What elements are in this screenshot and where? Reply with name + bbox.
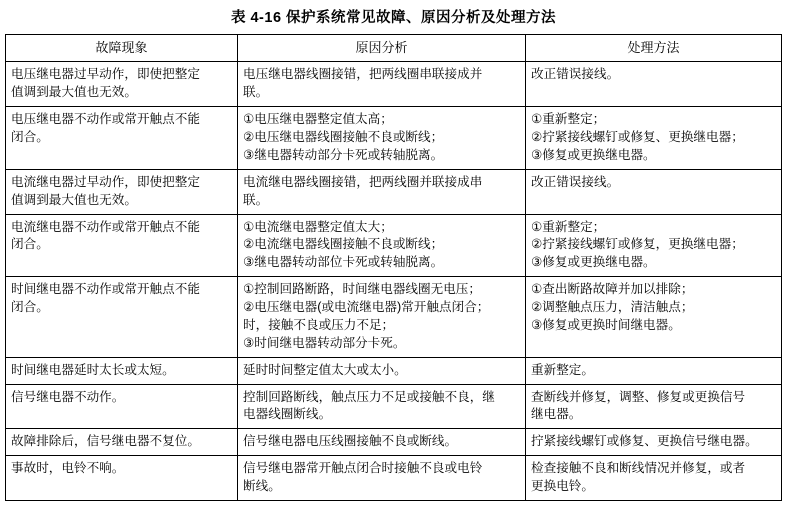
cell-remedy — [526, 277, 782, 358]
cell-text-line: ①电压继电器整定值太高； — [243, 112, 393, 127]
cell-text-line: 电流继电器线圈接错，把两线圈并联接成串 — [243, 174, 483, 189]
column-header-phenomenon: 故障现象 — [6, 35, 238, 62]
cell-cause — [238, 384, 526, 429]
table-row — [6, 357, 782, 384]
cell-text-line: ②拧紧接线螺钉或修复、更换继电器； — [531, 130, 744, 145]
cell-text-line: ②调整触点压力，清洁触点； — [531, 300, 694, 315]
cell-remedy — [526, 107, 782, 170]
cell-text-line: 时间继电器延时太长或太短。 — [11, 362, 175, 377]
cell-text-line: ①电流继电器整定值太大； — [243, 219, 393, 234]
cell-text-line: 查断线并修复，调整、修复或更换信号 — [531, 389, 746, 404]
cell-phenomenon — [6, 456, 238, 501]
cell-cause — [238, 429, 526, 456]
table-row — [6, 107, 782, 170]
cell-phenomenon — [6, 429, 238, 456]
cell-phenomenon — [6, 169, 238, 214]
cell-text-line: 闭合。 — [11, 300, 49, 315]
cell-text-line: 时间继电器不动作或常开触点不能 — [11, 282, 200, 297]
cell-text-line: ②拧紧接线螺钉或修复，更换继电器； — [531, 237, 744, 252]
cell-phenomenon — [6, 384, 238, 429]
cell-text-line: ①重新整定； — [531, 112, 606, 127]
cell-text-line: ③继电器转动部分卡死或转轴脱离。 — [243, 147, 444, 162]
cell-text-line: 电流继电器不动作或常开触点不能 — [11, 219, 200, 234]
cell-text-line: 重新整定。 — [531, 362, 594, 377]
cell-text-line: ①重新整定； — [531, 219, 606, 234]
cell-text-line: 信号继电器常开触点闭合时接触不良或电铃 — [243, 461, 483, 476]
table-header-row — [6, 35, 782, 62]
cell-text-line: 信号继电器电压线圈接触不良或断线。 — [243, 434, 458, 449]
cell-text-line: 电器线圈断线。 — [243, 407, 332, 422]
cell-text-line: 电压继电器不动作或常开触点不能 — [11, 112, 200, 127]
cell-text-line: 改正错误接线。 — [531, 67, 620, 82]
cell-text-line: 电流继电器过早动作，即使把整定 — [11, 174, 200, 189]
cell-remedy — [526, 429, 782, 456]
cell-cause — [238, 62, 526, 107]
cell-phenomenon — [6, 62, 238, 107]
table-header — [6, 35, 782, 62]
column-header-remedy: 处理方法 — [526, 35, 782, 62]
cell-text-line: 联。 — [243, 85, 269, 100]
table-row — [6, 169, 782, 214]
cell-remedy — [526, 456, 782, 501]
cell-text-line: ③修复或更换继电器。 — [531, 147, 656, 162]
cell-text-line: ①控制回路断路，时间继电器线圈无电压； — [243, 282, 481, 297]
cell-cause — [238, 456, 526, 501]
cell-text-line: ②电压继电器线圈接触不良或断线； — [243, 130, 444, 145]
cell-phenomenon — [6, 107, 238, 170]
cell-phenomenon — [6, 357, 238, 384]
cell-text-line: ③继电器转动部位卡死或转轴脱离。 — [243, 255, 444, 270]
cell-cause — [238, 214, 526, 277]
cell-remedy — [526, 357, 782, 384]
cell-text-line: 断线。 — [243, 479, 281, 494]
cell-text-line: ②电压继电器(或电流继电器)常开触点闭合； — [243, 300, 490, 315]
cell-text-line: ②电流继电器线圈接触不良或断线； — [243, 237, 444, 252]
cell-text-line: 更换电铃。 — [531, 479, 594, 494]
table-row — [6, 277, 782, 358]
cell-text-line: 改正错误接线。 — [531, 174, 620, 189]
cell-cause — [238, 357, 526, 384]
table-row — [6, 384, 782, 429]
cell-text-line: 电压继电器过早动作，即使把整定 — [11, 67, 200, 82]
table-row — [6, 62, 782, 107]
cell-text-line: 时，接触不良或压力不足； — [243, 317, 395, 332]
column-header-cause: 原因分析 — [238, 35, 526, 62]
cell-text-line: ③修复或更换时间继电器。 — [531, 317, 681, 332]
cell-remedy — [526, 62, 782, 107]
cell-text-line: 联。 — [243, 192, 269, 207]
cell-phenomenon — [6, 214, 238, 277]
cell-cause — [238, 107, 526, 170]
table-body — [6, 62, 782, 501]
cell-text-line: 电压继电器线圈接错，把两线圈串联接成并 — [243, 67, 483, 82]
cell-text-line: 故障排除后，信号继电器不复位。 — [11, 434, 200, 449]
fault-table — [5, 34, 782, 501]
cell-text-line: 拧紧接线螺钉或修复、更换信号继电器。 — [531, 434, 758, 449]
cell-text-line: ①查出断路故障并加以排除； — [531, 282, 694, 297]
cell-remedy — [526, 214, 782, 277]
cell-text-line: 延时时间整定值太大或太小。 — [243, 362, 407, 377]
cell-text-line: 闭合。 — [11, 237, 49, 252]
cell-text-line: 信号继电器不动作。 — [11, 389, 125, 404]
table-row — [6, 456, 782, 501]
page-title: 表 4-16 保护系统常见故障、原因分析及处理方法 — [230, 10, 557, 26]
cell-text-line: ③时间继电器转动部分卡死。 — [243, 335, 406, 350]
cell-text-line: 事故时，电铃不响。 — [11, 461, 125, 476]
cell-text-line: ③修复或更换继电器。 — [531, 255, 656, 270]
cell-text-line: 闭合。 — [11, 130, 49, 145]
table-row — [6, 214, 782, 277]
cell-cause — [238, 169, 526, 214]
cell-text-line: 值调到最大值也无效。 — [11, 85, 137, 100]
cell-text-line: 检查接触不良和断线情况并修复，或者 — [531, 461, 746, 476]
cell-text-line: 继电器。 — [531, 407, 582, 422]
cell-text-line: 值调到最大值也无效。 — [11, 192, 137, 207]
cell-remedy — [526, 169, 782, 214]
cell-phenomenon — [6, 277, 238, 358]
cell-text-line: 控制回路断线，触点压力不足或接触不良，继 — [243, 389, 495, 404]
table-row — [6, 429, 782, 456]
cell-cause — [238, 277, 526, 358]
cell-remedy — [526, 384, 782, 429]
